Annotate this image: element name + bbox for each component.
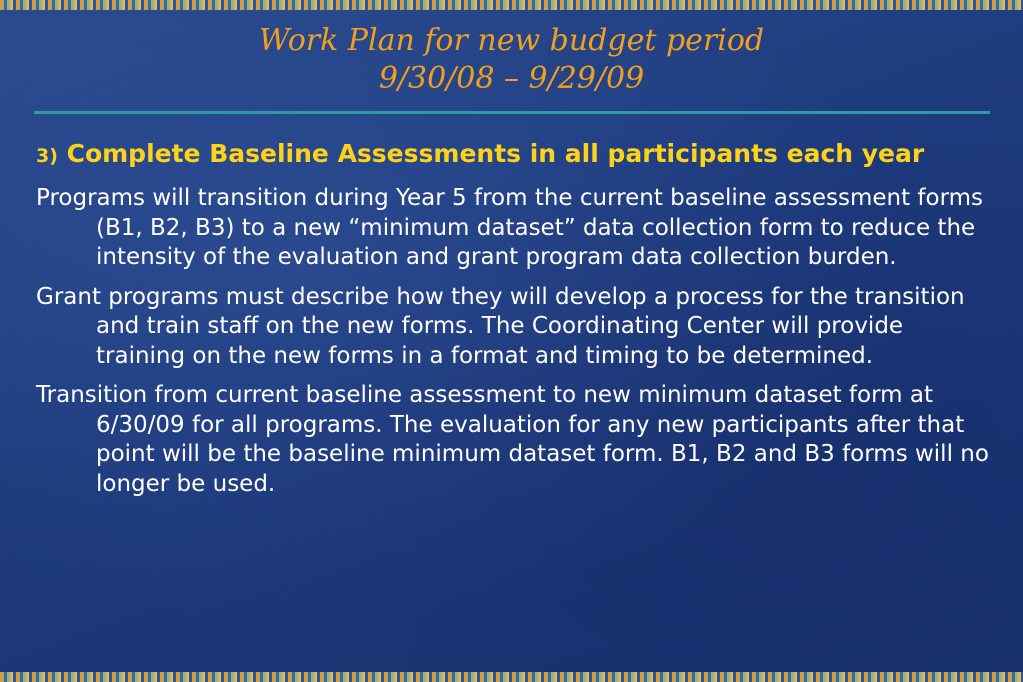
paragraph-1: Programs will transition during Year 5 from the current baseline assessment forms (B1, B2, B3) to a new “minimum dataset” data collection form to reduce the intensity of the evaluation and grant program data collection burden. [36,185,984,270]
title-divider [34,111,990,114]
paragraph-3: Transition from current baseline assessment to new minimum dataset form at 6/30/09 for all programs. The evaluation for any new participants after that point will be the baseline minimum dataset form. B1, B2 and B3 forms will no longer be used. [36,382,989,497]
paragraph-2: Grant programs must describe how they will develop a process for the transition and train staff on the new forms. The Coordinating Center will provide training on the new forms in a format and timing to be determined. [36,283,965,369]
heading-text: Complete Baseline Assessments in all participants each year [57,139,925,168]
decorative-border-bottom [0,672,1023,682]
slide-title [0,22,1023,98]
title-line-2: 9/30/08 – 9/29/09 [378,61,645,96]
heading-number: 3) [36,145,58,167]
section-heading [36,138,991,172]
title-line-1: Work Plan for new budget period [258,23,765,58]
decorative-border-top [0,0,1023,10]
slide-body [36,138,991,509]
